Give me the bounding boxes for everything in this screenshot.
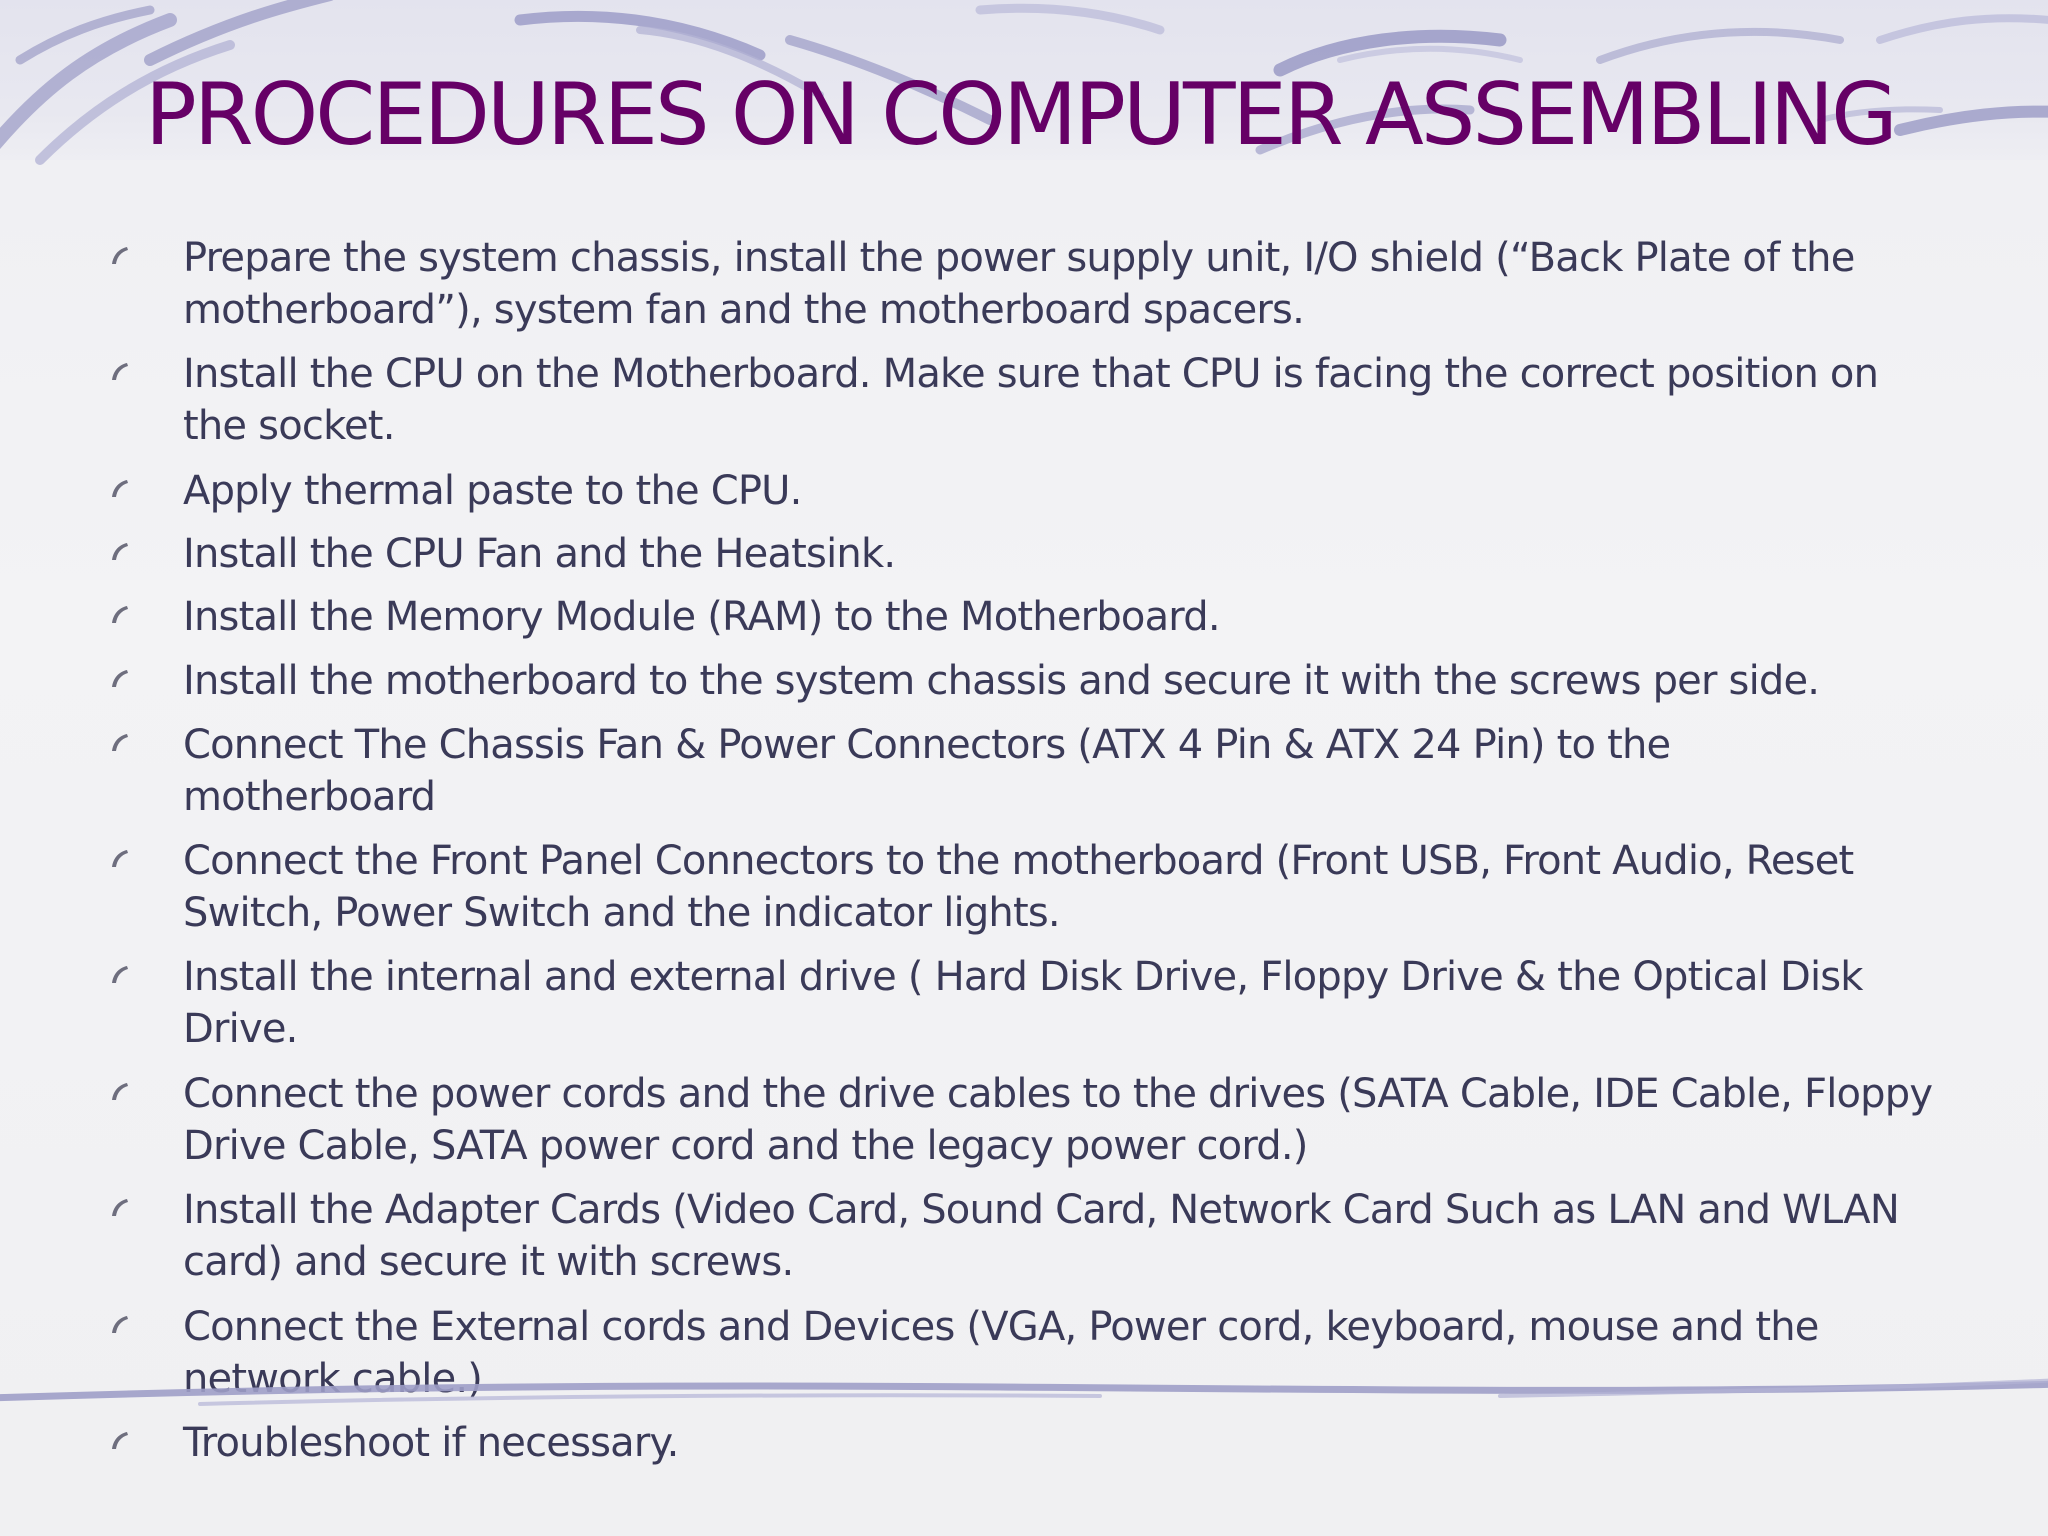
list-item-text: Switch, Power Switch and the indicator lights. — [183, 890, 1060, 936]
pen-stroke-bullet-icon — [108, 540, 130, 562]
list-item-text: Install the Adapter Cards (Video Card, Sound Card, Network Card Such as LAN and WLAN — [183, 1187, 1899, 1233]
list-item-text: Connect The Chassis Fan & Power Connectors (ATX 4 Pin & ATX 24 Pin) to the — [183, 722, 1671, 768]
slide-title: PROCEDURES ON COMPUTER ASSEMBLING — [145, 65, 1895, 165]
pen-stroke-bullet-icon — [108, 360, 130, 382]
pen-stroke-bullet-icon — [108, 1313, 130, 1335]
list-item-text: motherboard — [183, 774, 436, 820]
pen-stroke-bullet-icon — [108, 1196, 130, 1218]
list-item-text: Install the CPU on the Motherboard. Make sure that CPU is facing the correct position on — [183, 351, 1879, 397]
list-item-text: the socket. — [183, 403, 395, 449]
list-item-text: Connect the Front Panel Connectors to the motherboard (Front USB, Front Audio, Reset — [183, 838, 1854, 884]
pen-stroke-bullet-icon — [108, 1429, 130, 1451]
list-item-text: Drive. — [183, 1006, 298, 1052]
footer-swoosh-decoration — [0, 1370, 2048, 1410]
list-item-text: Connect the power cords and the drive cables to the drives (SATA Cable, IDE Cable, Floppy — [183, 1071, 1933, 1117]
pen-stroke-bullet-icon — [108, 603, 130, 625]
list-item-text: Troubleshoot if necessary. — [183, 1420, 679, 1466]
list-item-text: Install the internal and external drive ( Hard Disk Drive, Floppy Drive & the Optical Disk — [183, 954, 1863, 1000]
pen-stroke-bullet-icon — [108, 963, 130, 985]
pen-stroke-bullet-icon — [108, 477, 130, 499]
pen-stroke-bullet-icon — [108, 847, 130, 869]
list-item-text: Prepare the system chassis, install the power supply unit, I/O shield (“Back Plate of the — [183, 235, 1855, 281]
list-item-text: Connect the External cords and Devices (VGA, Power cord, keyboard, mouse and the — [183, 1304, 1819, 1350]
list-item-text: Apply thermal paste to the CPU. — [183, 468, 802, 514]
pen-stroke-bullet-icon — [108, 667, 130, 689]
list-item-text: Install the motherboard to the system chassis and secure it with the screws per side. — [183, 658, 1820, 704]
pen-stroke-bullet-icon — [108, 244, 130, 266]
list-item-text: motherboard”), system fan and the motherboard spacers. — [183, 287, 1304, 333]
list-item-text: Install the CPU Fan and the Heatsink. — [183, 531, 896, 577]
pen-stroke-bullet-icon — [108, 1080, 130, 1102]
list-item-text: card) and secure it with screws. — [183, 1239, 794, 1285]
list-item-text: Install the Memory Module (RAM) to the Motherboard. — [183, 594, 1220, 640]
pen-stroke-bullet-icon — [108, 731, 130, 753]
list-item-text: network cable.) — [183, 1356, 483, 1402]
list-item-text: Drive Cable, SATA power cord and the legacy power cord.) — [183, 1123, 1308, 1169]
